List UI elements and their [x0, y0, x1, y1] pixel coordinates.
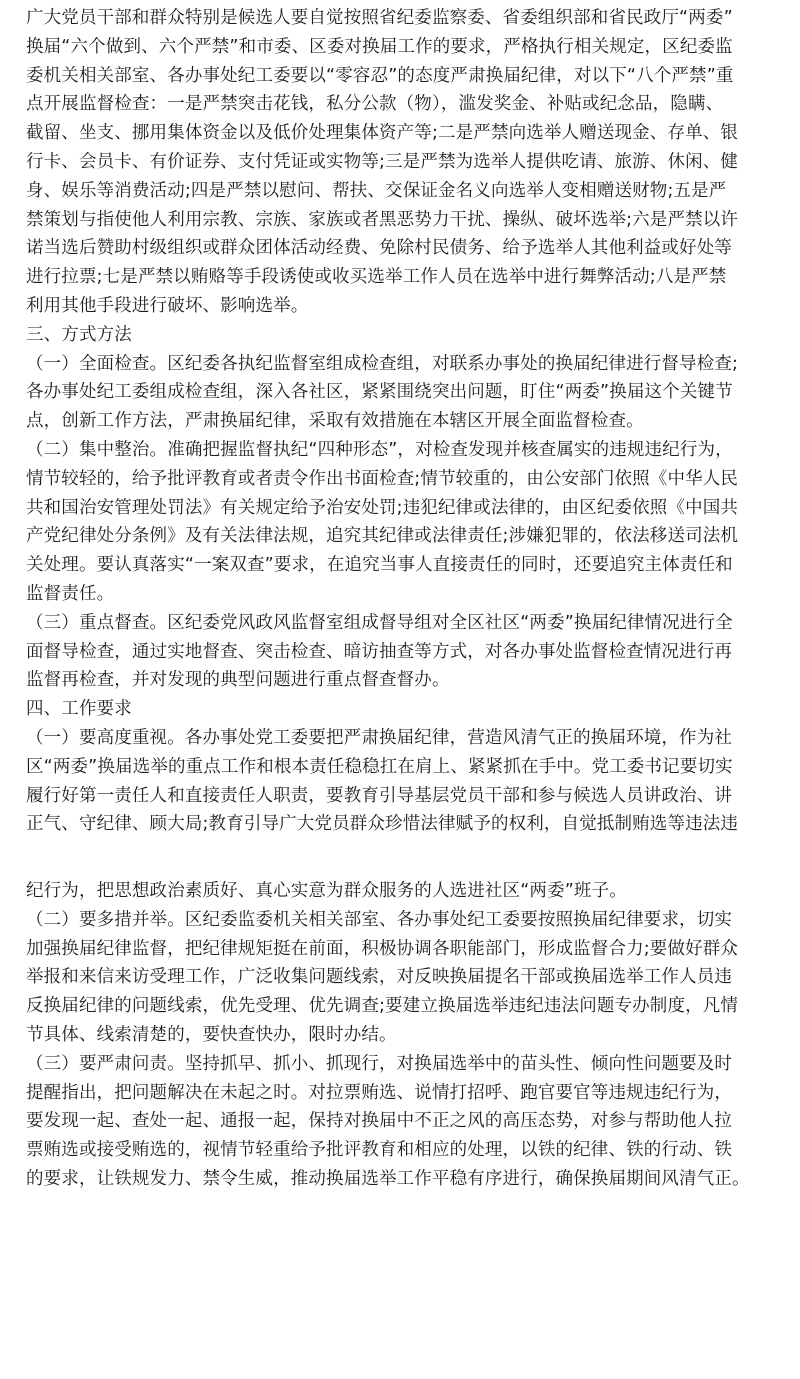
text-line: 共和国治安管理处罚法》有关规定给予治安处罚;违犯纪律或法律的，由区纪委依照《中国共	[26, 497, 739, 518]
text-line: 进行拉票;七是严禁以贿赂等手段诱使或收买选举工作人员在选举中进行舞弊活动;八是严禁	[26, 267, 727, 288]
text-line: 履行好第一责任人和直接责任人职责，要教育引导基层党员干部和参与候选人员讲政治、讲	[26, 785, 732, 806]
text-line: 三、方式方法	[26, 324, 132, 345]
text-line: 正气、守纪律、顾大局;教育引导广大党员群众珍惜法律赋予的权利，自觉抵制贿选等违法违	[26, 814, 739, 835]
text-line: 禁策划与指使他人利用宗教、宗族、家族或者黑恶势力干扰、操纵、破坏选举;六是严禁以许	[26, 209, 739, 230]
text-line: （三）要严肃问责。坚持抓早、抓小、抓现行，对换届选举中的苗头性、倾向性问题要及时	[26, 1053, 732, 1074]
text-line: （二）要多措并举。区纪委监委机关相关部室、各办事处纪工委要按照换届纪律要求，切实	[26, 909, 732, 930]
text-line: 点，创新工作方法，严肃换届纪律，采取有效措施在本辖区开展全面监督检查。	[26, 411, 644, 432]
text-line: 各办事处纪工委组成检查组，深入各社区，紧紧围绕突出问题，盯住“两委”换届这个关键节	[26, 382, 733, 403]
text-line: （一）全面检查。区纪委各执纪监督室组成检查组，对联系办事处的换届纪律进行督导检查;	[26, 353, 739, 374]
text-line: 反换届纪律的问题线索，优先受理、优先调查;要建立换届选举违纪违法问题专办制度，凡情	[26, 996, 739, 1017]
text-line: 产党纪律处分条例》及有关法律法规，追究其纪律或法律责任;涉嫌犯罪的，依法移送司法机	[26, 526, 739, 547]
text-line: 要发现一起、查处一起、通报一起，保持对换届中不正之风的高压态势，对参与帮助他人拉	[26, 1111, 732, 1132]
text-line: 利用其他手段进行破坏、影响选举。	[26, 295, 309, 316]
text-line: 诺当选后赞助村级组织或群众团体活动经费、免除村民债务、给予选举人其他利益或好处等	[26, 238, 732, 259]
text-line: （二）集中整治。准确把握监督执纪“四种形态”，对检查发现并核查属实的违规违纪行为，	[26, 439, 733, 460]
text-line: 监督再检查，并对发现的典型问题进行重点督查督办。	[26, 670, 450, 691]
text-line: （一）要高度重视。各办事处党工委要把严肃换届纪律，营造风清气正的换届环境，作为社	[26, 727, 732, 748]
text-line: 广大党员干部和群众特别是候选人要自觉按照省纪委监察委、省委组织部和省民政厅“两委”	[26, 8, 733, 28]
document-part-1	[26, 4, 778, 839]
text-line: 票贿选或接受贿选的，视情节轻重给予批评教育和相应的处理，以铁的纪律、铁的行动、铁	[26, 1140, 732, 1161]
text-line: 纪行为，把思想政治素质好、真心实意为群众服务的人选进社区“两委”班子。	[26, 881, 627, 901]
text-line: （三）重点督查。区纪委党风政风监督室组成督导组对全区社区“两委”换届纪律情况进行全	[26, 612, 733, 633]
text-line: 情节较轻的，给予批评教育或者责令作出书面检查;情节较重的，由公安部门依照《中华人民	[26, 468, 739, 489]
text-line: 节具体、线索清楚的，要快查快办，限时办结。	[26, 1024, 397, 1045]
text-line: 区“两委”换届选举的重点工作和根本责任稳稳扛在肩上、紧紧抓在手中。党工委书记要切实	[26, 756, 733, 777]
text-line: 委机关相关部室、各办事处纪工委要以“零容忍”的态度严肃换届纪律，对以下“八个严禁”重	[26, 65, 734, 86]
text-line: 举报和来信来访受理工作，广泛收集问题线索，对反映换届提名干部或换届选举工作人员违	[26, 967, 732, 988]
text-line: 加强换届纪律监督，把纪律规矩挺在前面，积极协调各职能部门，形成监督合力;要做好群众	[26, 938, 739, 959]
text-line: 监督责任。	[26, 583, 115, 604]
text-line: 四、工作要求	[26, 699, 132, 720]
text-line: 关处理。要认真落实“一案双查”要求，在追究当事人直接责任的同时，还要追究主体责任和	[26, 555, 733, 576]
text-line: 换届“六个做到、六个严禁”和市委、区委对换届工作的要求，严格执行相关规定，区纪委监	[26, 36, 733, 57]
text-line: 的要求，让铁规发力、禁令生威，推动换届选举工作平稳有序进行，确保换届期间风清气正。	[26, 1168, 750, 1189]
text-line: 面督导检查，通过实地督查、突击检查、暗访抽查等方式，对各办事处监督检查情况进行再	[26, 641, 732, 662]
text-line: 提醒指出，把问题解决在未起之时。对拉票贿选、说情打招呼、跑官要官等违规违纪行为，	[26, 1082, 732, 1103]
document-part-2	[26, 877, 778, 1194]
text-line: 点开展监督检查：一是严禁突击花钱，私分公款（物），滥发奖金、补贴或纪念品，隐瞒、	[26, 94, 724, 115]
text-line: 行卡、会员卡、有价证券、支付凭证或实物等;三是严禁为选举人提供吃请、旅游、休闲、健	[26, 151, 739, 172]
text-line: 截留、坐支、挪用集体资金以及低价处理集体资产等;二是严禁向选举人赠送现金、存单、银	[26, 123, 739, 144]
text-line: 身、娱乐等消费活动;四是严禁以慰问、帮扶、交保证金名义向选举人变相赠送财物;五是严	[26, 180, 727, 201]
